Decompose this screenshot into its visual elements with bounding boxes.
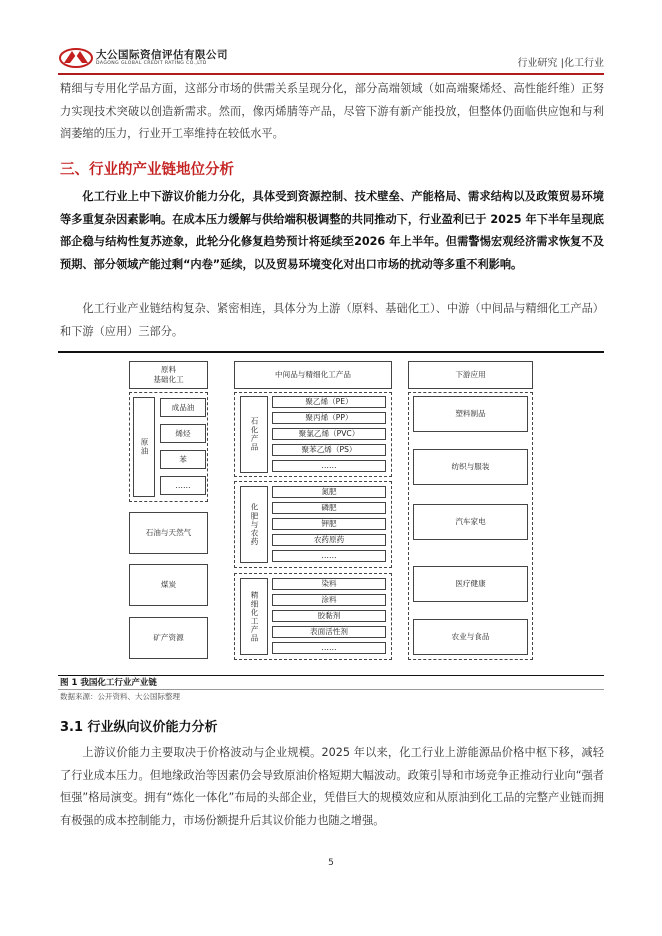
fine-chem-item: 胶黏剂	[272, 610, 386, 622]
petrochem-item: 聚氯乙烯（PVC）	[272, 428, 386, 440]
header-divider	[58, 73, 604, 75]
figure-caption: 图 1 我国化工行业产业链	[60, 678, 157, 688]
subsection-paragraph: 上游议价能力主要取决于价格波动与企业规模。2025 年以来，化工行业上游能源品价格中枢下移，减轻了行业成本压力。但地缘政治等因素仍会导致原油价格短期大幅波动。政策引导和市场竞争正推动行业向“强者恒强”格局演变。拥有“炼化一体化”布局的头部企业，凭借巨大的规模效应和从原油到化工品的完整产业链而拥有极强的成本控制能力，市场份额提升后其议价能力也随之增强。	[60, 746, 604, 827]
report-category: 行业研究 |化工行业	[517, 58, 604, 69]
fine-chem-item: ……	[272, 642, 386, 654]
downstream-header: 下游应用	[408, 361, 533, 389]
fertilizer-item: 钾肥	[272, 518, 386, 530]
upstream-item: 石油与天然气	[129, 512, 208, 554]
subsection-heading: 3.1 行业纵向议价能力分析	[60, 720, 218, 735]
page-header	[58, 44, 604, 72]
downstream-item: 农业与食品	[413, 619, 528, 655]
section-heading: 三、行业的产业链地位分析	[60, 162, 234, 178]
upstream-item: 矿产资源	[129, 617, 208, 659]
petrochem-item: ……	[272, 460, 386, 472]
midstream-header: 中间品与精细化工产品	[234, 361, 392, 389]
petrochem-item: 聚乙烯（PE）	[272, 396, 386, 408]
upstream-item: 煤炭	[129, 564, 208, 606]
crude-product: 苯	[160, 450, 206, 469]
downstream-item: 汽车家电	[413, 504, 528, 540]
fertilizer-item: ……	[272, 550, 386, 562]
fine-chem-label: 精细化工产品	[240, 578, 268, 655]
downstream-item: 塑料制品	[413, 396, 528, 432]
fine-chem-item: 表面活性剂	[272, 626, 386, 638]
fertilizer-item: 农药原药	[272, 534, 386, 546]
section-paragraph: 化工行业产业链结构复杂、紧密相连，具体分为上游（原料、基础化工）、中游（中间品与精细化工产品）和下游（应用）三部分。	[60, 302, 604, 338]
figure-top-rule	[58, 351, 604, 353]
fine-chem-item: 涂料	[272, 594, 386, 606]
intro-paragraph: 精细与专用化学品方面，这部分市场的供需关系呈现分化，部分高端领域（如高端聚烯烃、高性能纤维）正努力实现技术突破以创造新需求。然而，像丙烯腈等产品，尽管下游有新产能投放，但整体仍面临供应饱和与利润萎缩的压力，行业开工率维持在较低水平。	[60, 82, 604, 140]
fine-chem-item: 染料	[272, 578, 386, 590]
fertilizer-item: 磷肥	[272, 502, 386, 514]
figure-source: 数据来源：公开资料、大公国际整理	[60, 692, 180, 701]
page-number: 5	[328, 858, 334, 868]
crude-product: 成品油	[160, 398, 206, 417]
company-name-en: DAGONG GLOBAL CREDIT RATING CO.,LTD	[96, 61, 207, 66]
crude-oil-label: 原油	[133, 397, 155, 497]
downstream-item: 医疗健康	[413, 566, 528, 602]
section-bold-paragraph: 化工行业上中下游议价能力分化，具体受到资源控制、技术壁垒、产能格局、需求结构以及政策贸易环境等多重复杂因素影响。在成本压力缓解与供给端积极调整的共同推动下，行业盈利已于 2025 年下半年呈现底部企稳与结构性复苏迹象，此轮分化修复趋势预计将延续至2026 年上半年。但需警惕宏观经济需求恢复不及预期、部分领域产能过剩“内卷”延续，以及贸易环境变化对出口市场的扰动等多重不利影响。	[60, 190, 604, 271]
petrochem-item: 聚苯乙烯（PS）	[272, 444, 386, 456]
petrochem-label: 石化产品	[240, 396, 268, 473]
fertilizer-label: 化肥与农药	[240, 486, 268, 563]
fertilizer-item: 氮肥	[272, 486, 386, 498]
petrochem-item: 聚丙烯（PP）	[272, 412, 386, 424]
crude-product: ……	[160, 476, 206, 495]
dagong-logo-icon	[58, 46, 94, 68]
crude-product: 烯烃	[160, 424, 206, 443]
upstream-header: 原料 基础化工	[129, 361, 208, 389]
downstream-item: 纺织与服装	[413, 449, 528, 485]
company-name: 大公国际资信评估有限公司	[96, 49, 228, 61]
figure-source-rule	[58, 689, 604, 690]
